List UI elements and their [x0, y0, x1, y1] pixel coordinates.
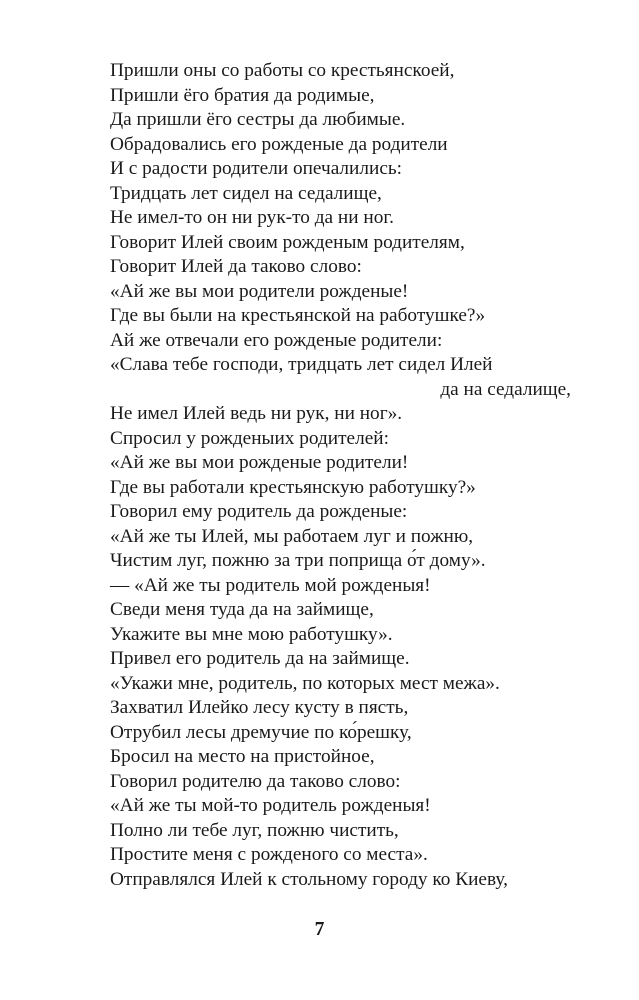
poem-line: Бросил на место на пристойное, [110, 746, 375, 767]
poem-line: «Ай же ты мой-то родитель рожденыя! [110, 795, 431, 816]
poem-text [110, 59, 580, 892]
poem-line: Пришли оны со работы со крестьянскоей, [110, 60, 455, 81]
poem-line: Укажите вы мне мою работушку». [110, 623, 393, 645]
poem-line: «Ай же вы мои родители рожденые! [110, 280, 409, 302]
poem-line: Отправлялся Илей к стольному городу ко Киеву, [110, 868, 508, 890]
poem-line: Говорит Илей своим рожденым родителям, [110, 231, 465, 253]
poem-line: Говорит Илей да таково слово: [110, 256, 362, 277]
poem-line: Привел его родитель да на займище. [110, 648, 410, 669]
poem-line: «Слава тебе господи, тридцать лет сидел Илей [110, 354, 493, 375]
poem-line: Пришли ёго братия да родимые, [110, 84, 375, 106]
poem-line: Сведи меня туда да на займище, [110, 599, 374, 620]
poem-line: Не имел Илей ведь ни рук, ни ног». [110, 403, 403, 424]
poem-line: Не имел-то он ни рук-то да ни ног. [110, 207, 394, 228]
poem-line: Спросил у рожденыих родителей: [110, 427, 389, 449]
poem-line: Обрадовались его рожденые да родители [110, 133, 448, 155]
poem-line: Полно ли тебе луг, пожню чистить, [110, 819, 399, 841]
poem-line: Тридцать лет сидел на седалище, [110, 182, 382, 204]
poem-line: Да пришли ёго сестры да любимые. [110, 109, 406, 130]
poem-line: — «Ай же ты родитель мой рожденыя! [110, 574, 431, 596]
poem-line: Отрубил лесы дремучие по ко́решку, [110, 721, 412, 743]
poem-line: Ай же отвечали его рожденые родители: [110, 329, 443, 351]
poem-line-continuation: да на седалище, [440, 378, 571, 400]
poem-line: Захватил Илейко лесу кусту в пясть, [110, 697, 409, 718]
page-number: 7 [314, 919, 325, 940]
poem-line: «Ай же ты Илей, мы работаем луг и пожню, [110, 525, 474, 547]
poem-line: Говорил родителю да таково слово: [110, 770, 401, 792]
poem-line: Где вы были на крестьянской на работушке?» [110, 305, 486, 326]
poem-line: Чистим луг, пожню за три поприща о́т дому». [110, 550, 486, 571]
poem-line: Где вы работали крестьянскую работушку?» [110, 476, 476, 498]
poem-line: Говорил ему родитель да рожденые: [110, 501, 408, 522]
poem-line: Простите меня с рожденого со места». [110, 844, 428, 865]
poem-line: «Укажи мне, родитель, по которых мест межа». [110, 672, 500, 694]
poem-line: «Ай же вы мои рожденые родители! [110, 452, 409, 473]
poem-line: И с радости родители опечалились: [110, 158, 403, 179]
